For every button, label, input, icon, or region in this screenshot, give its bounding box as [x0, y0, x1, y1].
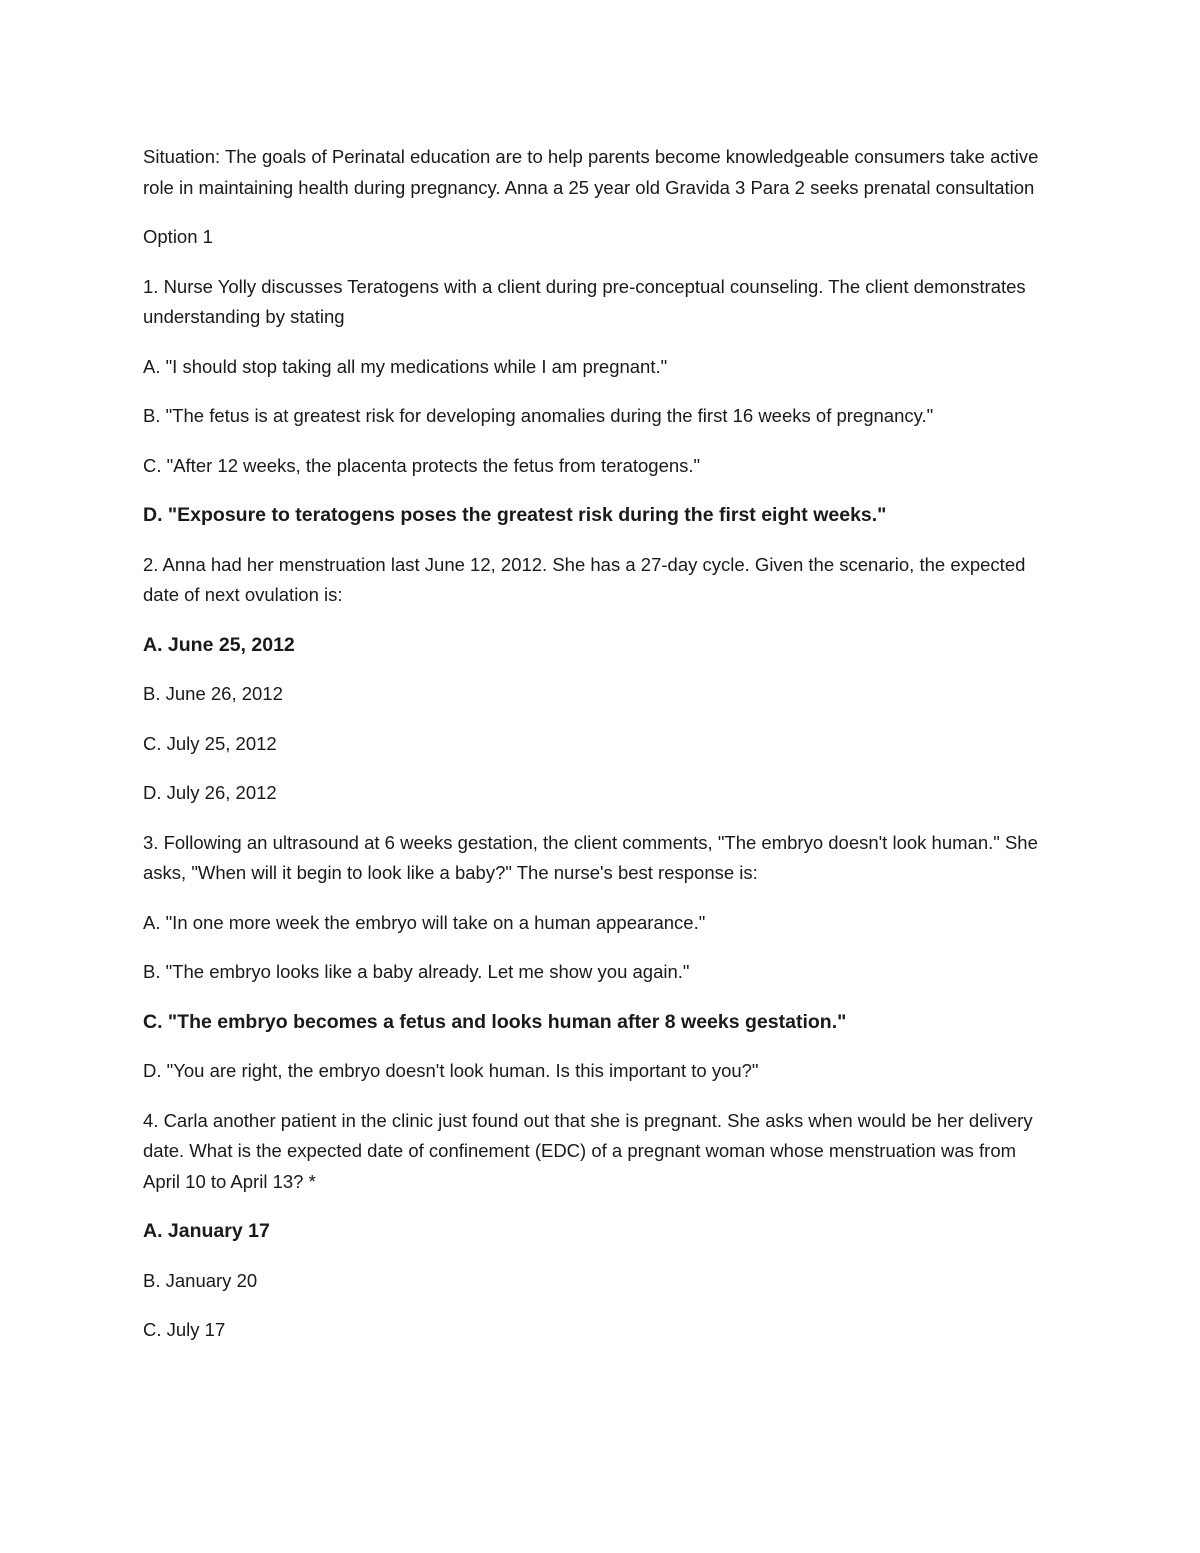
question-4-choice-c: C. July 17 [143, 1319, 226, 1340]
question-3-choice-a: A. "In one more week the embryo will take on a human appearance." [143, 911, 706, 933]
question-2-choice-d: D. July 26, 2012 [143, 782, 277, 803]
question-4-choice-b: B. January 20 [143, 1269, 258, 1291]
document-content [143, 142, 1053, 1346]
question-1-choice-a: A. "I should stop taking all my medications while I am pregnant." [143, 355, 668, 377]
question-1-stem: 1. Nurse Yolly discusses Teratogens with a client during pre-conceptual counseling. The client demonstrates understanding by stating [143, 275, 1026, 327]
question-2-choice-b: B. June 26, 2012 [143, 683, 283, 704]
question-1-choice-d-answer: D. "Exposure to teratogens poses the greatest risk during the first eight weeks." [143, 504, 887, 526]
question-3-choice-b: B. "The embryo looks like a baby already. Let me show you again." [143, 961, 690, 982]
question-2-choice-a-answer: A. June 25, 2012 [143, 633, 295, 656]
question-1-choice-c: C. "After 12 weeks, the placenta protects the fetus from teratogens." [143, 454, 701, 476]
question-3-choice-d: D. "You are right, the embryo doesn't look human. Is this important to you?" [143, 1060, 759, 1081]
question-3-stem: 3. Following an ultrasound at 6 weeks gestation, the client comments, "The embryo doesn't look human." She asks, "When will it begin to look like a baby?" The nurse's best response is: [143, 831, 1038, 883]
situation-text: Situation: The goals of Perinatal education are to help parents become knowledgeable consumers take active role in maintaining health during pregnancy. Anna a 25 year old Gravida 3 Para 2 seeks prenatal consultation [143, 146, 1039, 198]
option-heading: Option 1 [143, 226, 213, 247]
question-4-stem: 4. Carla another patient in the clinic just found out that she is pregnant. She asks when would be her delivery date. What is the expected date of confinement (EDC) of a pregnant woman whose menstruation was from April 10 to April 13? * [143, 1109, 1033, 1192]
question-3-choice-c-answer: C. "The embryo becomes a fetus and looks human after 8 weeks gestation." [143, 1010, 847, 1033]
question-2-choice-c: C. July 25, 2012 [143, 732, 277, 754]
question-4-choice-a-answer: A. January 17 [143, 1220, 270, 1242]
question-2-stem: 2. Anna had her menstruation last June 12, 2012. She has a 27-day cycle. Given the scenario, the expected date of next ovulation is: [143, 553, 1026, 605]
question-1-choice-b: B. "The fetus is at greatest risk for developing anomalies during the first 16 weeks of pregnancy." [143, 405, 934, 426]
